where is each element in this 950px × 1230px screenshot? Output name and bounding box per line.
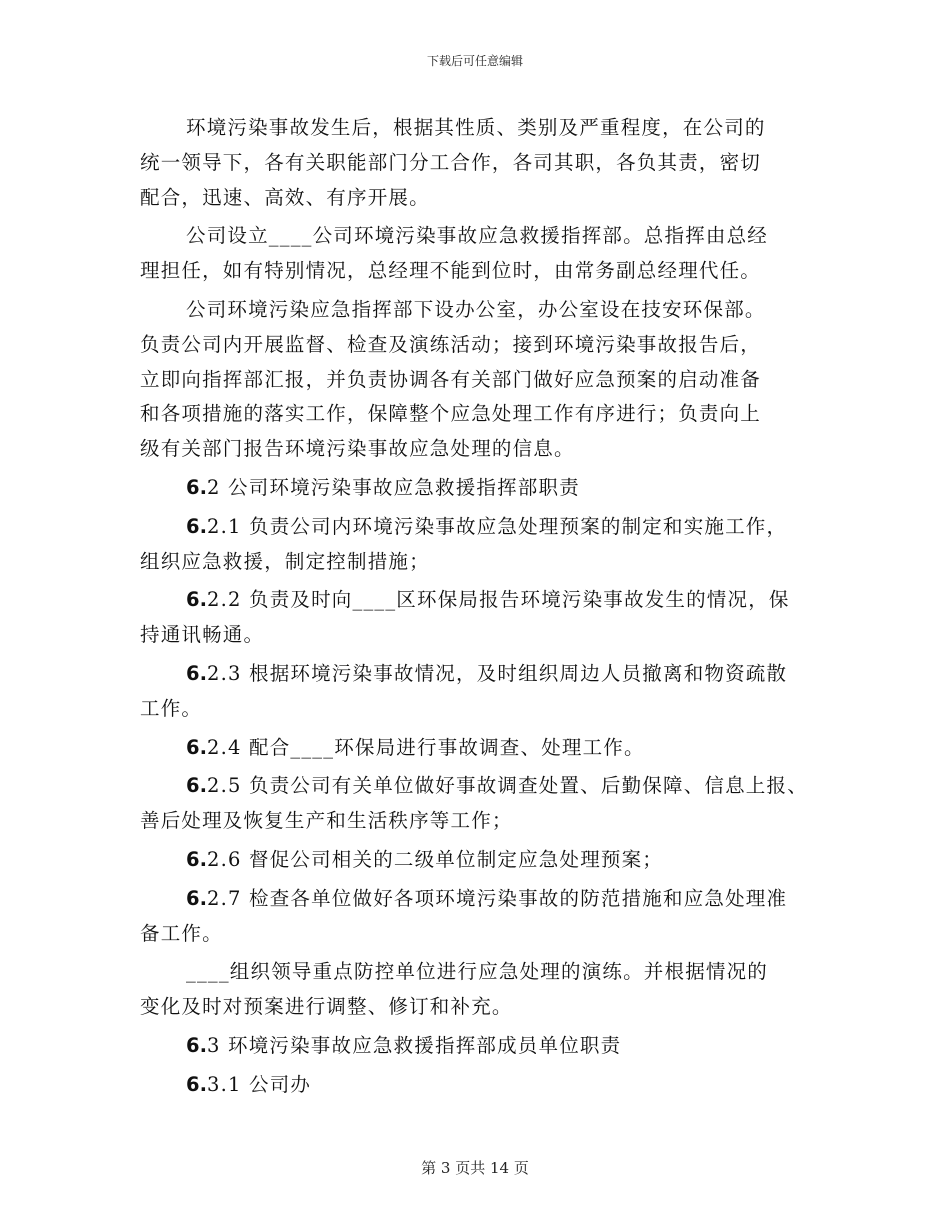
text-line: 公司环境污染应急指挥部下设办公室，办公室设在技安环保部。 [186, 297, 766, 321]
section-title: 2 公司环境污染事故应急救援指挥部职责 [206, 475, 580, 499]
section-heading-6-3 [140, 1029, 820, 1064]
text-line: 2.5 负责公司有关单位做好事故调查处置、后勤保障、信息上报、 [206, 774, 808, 798]
text-line: 环境污染事故发生后，根据其性质、类别及严重程度，在公司的 [186, 116, 766, 139]
text-line: 组织应急救援，制定控制措施； [140, 549, 430, 573]
text-line: 2.7 检查各单位做好各项环境污染事故的防范措施和应急处理准 [206, 886, 788, 910]
item-number: 6. [186, 514, 207, 538]
item-6-2-4 [140, 731, 820, 766]
text-line: 善后处理及恢复生产和生活秩序等工作； [140, 809, 513, 833]
paragraph-drill [140, 955, 820, 1025]
item-6-2-1 [140, 510, 820, 580]
text-line: 配合，迅速、高效、有序开展。 [140, 185, 430, 209]
section-heading-6-2 [140, 471, 820, 506]
item-6-2-3 [140, 657, 820, 727]
item-number: 6. [186, 774, 207, 798]
item-6-3-1 [140, 1068, 820, 1103]
section-title: 3 环境污染事故应急救援指挥部成员单位职责 [206, 1033, 622, 1057]
text-line: 2.1 负责公司内环境污染事故应急处理预案的制定和实施工作， [206, 514, 788, 538]
text-line: 公司设立____公司环境污染事故应急救援指挥部。总指挥由总经 [186, 224, 769, 248]
text-line: 2.6 督促公司相关的二级单位制定应急处理预案； [206, 847, 663, 871]
text-line: 工作。 [140, 696, 203, 720]
item-6-2-5 [140, 769, 820, 839]
item-6-2-6 [140, 843, 820, 878]
page-header: 下载后可任意编辑 [426, 54, 523, 68]
text-line: 3.1 公司办 [206, 1072, 312, 1096]
text-line: 负责公司内开展监督、检查及演练活动；接到环境污染事故报告后， [140, 332, 762, 356]
section-number: 6. [186, 1033, 207, 1057]
text-line: 变化及时对预案进行调整、修订和补充。 [140, 995, 513, 1019]
item-6-2-2 [140, 583, 820, 653]
text-line: 2.4 配合____环保局进行事故调查、处理工作。 [206, 735, 645, 759]
paragraph-2 [140, 219, 820, 289]
text-line: 立即向指挥部汇报，并负责协调各有关部门做好应急预案的启动准备 [140, 367, 762, 391]
page-footer: 第 3 页共 14 页 [421, 1159, 529, 1177]
item-number: 6. [186, 847, 207, 871]
text-line: 级有关部门报告环境污染事故应急处理的信息。 [140, 437, 575, 461]
document-body [140, 111, 820, 1107]
text-line: ____组织领导重点防控单位进行应急处理的演练。并根据情况的 [186, 960, 769, 984]
section-number: 6. [186, 475, 207, 499]
item-number: 6. [186, 588, 207, 612]
item-number: 6. [186, 886, 207, 910]
text-line: 持通讯畅通。 [140, 623, 265, 647]
text-line: 2.3 根据环境污染事故情况，及时组织周边人员撤离和物资疏散 [206, 661, 788, 685]
item-number: 6. [186, 661, 207, 685]
item-number: 6. [186, 735, 207, 759]
item-6-2-7 [140, 882, 820, 952]
item-number: 6. [186, 1072, 207, 1096]
text-line: 2.2 负责及时向____区环保局报告环境污染事故发生的情况，保 [206, 588, 790, 612]
text-line: 备工作。 [140, 921, 223, 945]
text-line: 理担任，如有特别情况，总经理不能到位时，由常务副总经理代任。 [140, 259, 762, 283]
text-line: 和各项措施的落实工作，保障整个应急处理工作有序进行；负责向上 [140, 402, 762, 426]
text-line: 统一领导下，各有关职能部门分工合作，各司其职，各负其责，密切 [140, 150, 762, 174]
paragraph-1 [140, 111, 820, 215]
paragraph-3 [140, 293, 820, 467]
